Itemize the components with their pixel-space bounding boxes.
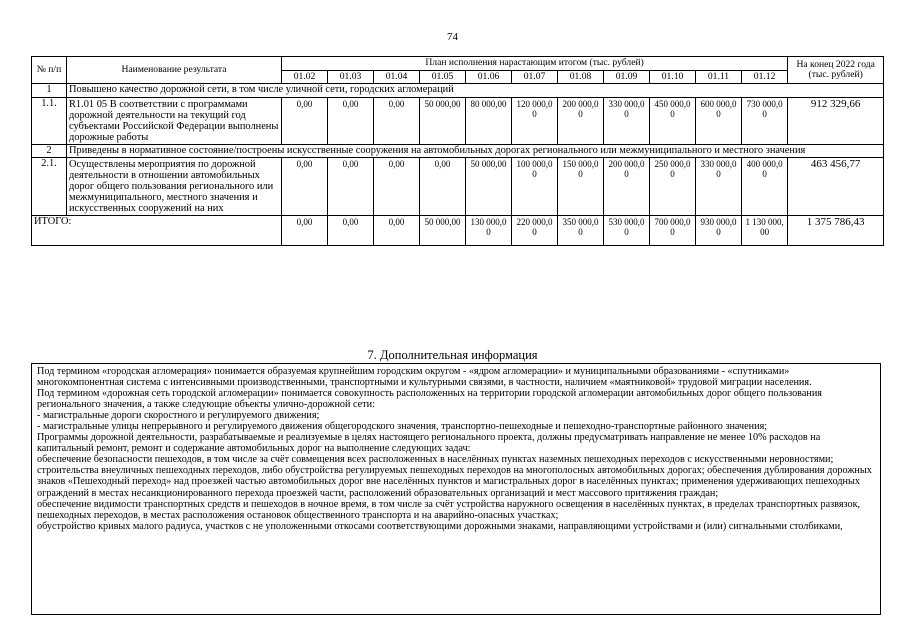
- header-end-of-year: На конец 2022 года (тыс. рублей): [788, 57, 884, 84]
- plan-value: 400 000,0 0: [742, 158, 788, 216]
- plan-value: 250 000,0 0: [650, 158, 696, 216]
- year-end-value: 463 456,77: [788, 158, 884, 216]
- total-value: 530 000,0 0: [604, 216, 650, 246]
- year-end-value: 912 329,66: [788, 97, 884, 144]
- month-header: 01.12: [742, 70, 788, 84]
- plan-value: 330 000,0 0: [696, 158, 742, 216]
- table-header-row: [32, 57, 884, 71]
- plan-value: 200 000,0 0: [604, 158, 650, 216]
- plan-value: 120 000,0 0: [512, 97, 558, 144]
- info-paragraph: обустройство кривых малого радиуса, участков с не уположенными откосами соответствующими дорожными знаками, направляющими устройствами и (или) сигнальными столбиками,: [37, 520, 843, 532]
- total-row: [32, 216, 884, 246]
- month-header: 01.07: [512, 70, 558, 84]
- total-label: ИТОГО:: [32, 216, 282, 246]
- plan-value: 0,00: [328, 97, 374, 144]
- section-number: 2: [32, 144, 67, 158]
- plan-value: 150 000,0 0: [558, 158, 604, 216]
- result-name: Осуществлены мероприятия по дорожной деятельности в отношении автомобильных дорог общего пользования регионального или межмуниципального, местного значения и искусственных сооружений на них: [67, 158, 282, 216]
- month-header: 01.11: [696, 70, 742, 84]
- section-row: [32, 144, 884, 158]
- plan-value: 50 000,00: [420, 97, 466, 144]
- plan-value: 0,00: [282, 158, 328, 216]
- plan-value: 0,00: [374, 158, 420, 216]
- total-value: 50 000,00: [420, 216, 466, 246]
- month-header: 01.03: [328, 70, 374, 84]
- plan-value: 50 000,00: [466, 158, 512, 216]
- plan-value: 730 000,0 0: [742, 97, 788, 144]
- total-value: 930 000,0 0: [696, 216, 742, 246]
- section-7-title: 7. Дополнительная информация: [367, 348, 538, 362]
- plan-table: [31, 56, 884, 246]
- month-header: 01.10: [650, 70, 696, 84]
- result-number: 2.1.: [32, 158, 67, 216]
- total-value: 0,00: [328, 216, 374, 246]
- total-value: 700 000,0 0: [650, 216, 696, 246]
- month-header: 01.02: [282, 70, 328, 84]
- total-value: 350 000,0 0: [558, 216, 604, 246]
- result-name: R1.01 05 В соответствии с программами дорожной деятельности на текущий год субъектами Российской Федерации выполнены дорожные работы: [67, 97, 282, 144]
- section-number: 1: [32, 84, 67, 98]
- additional-info-box: [31, 363, 881, 615]
- info-paragraph: обеспечение видимости транспортных средств и пешеходов в ночное время, в том числе за счёт устройства наружного освещения в населённых пунктах, в пределах транспортных развязок, пешеходных переходов, в местах расположения остановок общественного транспорта и на аварийно-опасных участках;: [37, 498, 861, 521]
- total-value: 1 130 000, 00: [742, 216, 788, 246]
- plan-value: 100 000,0 0: [512, 158, 558, 216]
- total-value: 220 000,0 0: [512, 216, 558, 246]
- plan-value: 200 000,0 0: [558, 97, 604, 144]
- result-number: 1.1.: [32, 97, 67, 144]
- info-paragraph: обеспечение безопасности пешеходов, в том числе за счёт совмещения всех расположенных в населённых пунктах наземных пешеходных переходов с искусственными неровностями; строительства внеуличных пешеходных переходов, либо обустройства регулируемых пешеходных переходов на многополосных автомобильных дорогах; обеспечения дублирования дорожных знаков «Пешеходный переход» над проезжей частью автомобильных дорог вне населённых пунктов и магистральных дорог в населённых пунктах; применения удерживающих пешеходных ограждений в местах несанкционированного перехода проезжей части, расположений образовательных организаций и мест массового притяжения граждан;: [37, 454, 872, 499]
- grand-total-value: 1 375 786,43: [788, 216, 884, 246]
- plan-value: 0,00: [282, 97, 328, 144]
- total-value: 0,00: [374, 216, 420, 246]
- section-title: Приведены в нормативное состояние/построены искусственные сооружения на автомобильных дорогах регионального или межмуниципального и местного значения: [67, 144, 884, 158]
- month-header: 01.06: [466, 70, 512, 84]
- month-header: 01.05: [420, 70, 466, 84]
- info-paragraph: Программы дорожной деятельности, разрабатываемые и реализуемые в целях настоящего регионального проекта, должны предусматривать направление не менее 10% расходов на капитальный ремонт, ремонт и содержание автомобильных дорог на выполнение следующих задач:: [37, 432, 821, 455]
- total-value: 0,00: [282, 216, 328, 246]
- plan-value: 0,00: [374, 97, 420, 144]
- info-paragraph: Под термином «городская агломерация» понимается образуемая крупнейшим городским округом - «ядром агломерации» и муниципальными образованиями - «спутниками» многокомпонентная система с интенсивными производственными, транспортными и культурными связями, в частности, наличием «маятниковой» трудовой миграции населения.: [37, 366, 812, 389]
- page-number: 74: [447, 31, 458, 43]
- info-paragraph: Под термином «дорожная сеть городской агломерации» понимается совокупность расположенных на территории городской агломерации автомобильных дорог общего пользования регионального значения, а также следующие объекты улично-дорожной сети:: [37, 388, 822, 411]
- plan-value: 0,00: [328, 158, 374, 216]
- header-name: Наименование результата: [67, 57, 282, 84]
- info-paragraph: - магистральные дороги скоростного и регулируемого движения;: [37, 410, 320, 422]
- result-row: [32, 97, 884, 144]
- month-header: 01.04: [374, 70, 420, 84]
- plan-value: 80 000,00: [466, 97, 512, 144]
- section-title: Повышено качество дорожной сети, в том числе уличной сети, городских агломераций: [67, 84, 884, 98]
- header-plan: План исполнения нарастающим итогом (тыс. рублей): [282, 57, 788, 71]
- section-row: [32, 84, 884, 98]
- month-header: 01.08: [558, 70, 604, 84]
- plan-value: 600 000,0 0: [696, 97, 742, 144]
- plan-value: 450 000,0 0: [650, 97, 696, 144]
- month-header: 01.09: [604, 70, 650, 84]
- result-row: [32, 158, 884, 216]
- total-value: 130 000,0 0: [466, 216, 512, 246]
- header-num: № п/п: [32, 57, 67, 84]
- plan-value: 0,00: [420, 158, 466, 216]
- plan-value: 330 000,0 0: [604, 97, 650, 144]
- info-paragraph: - магистральные улицы непрерывного и регулируемого движения общегородского значения, транспортно-пешеходные и пешеходно-транспортные районного значения;: [37, 421, 768, 433]
